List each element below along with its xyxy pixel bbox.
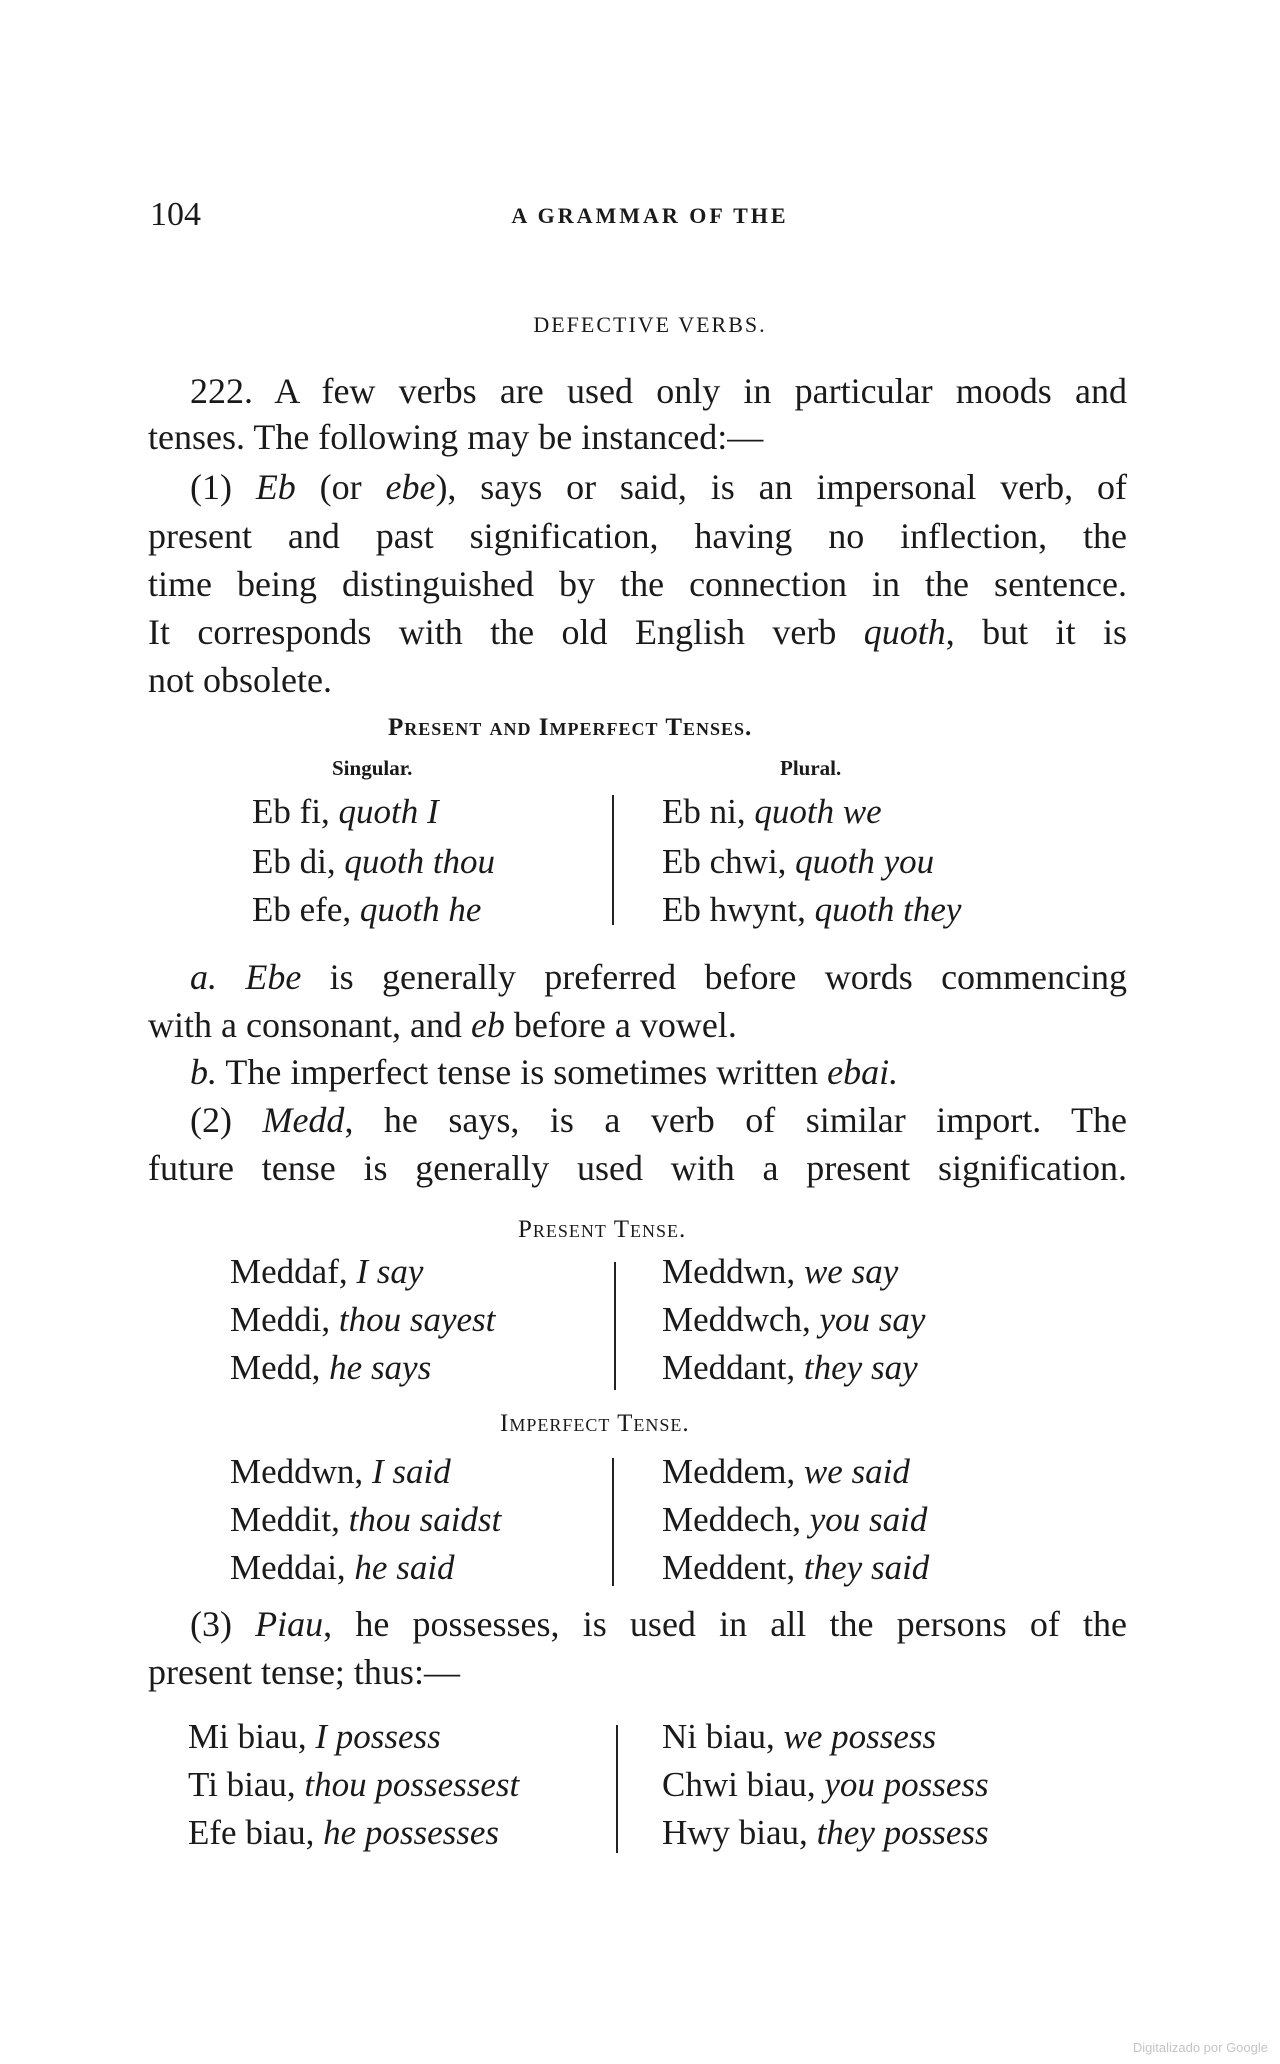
italic-text: Ebe	[245, 957, 302, 997]
text: with a consonant, and	[148, 1005, 471, 1045]
welsh-form: Meddant,	[662, 1348, 804, 1387]
welsh-form: Meddai,	[230, 1548, 355, 1587]
welsh-form: Eb hwynt,	[662, 890, 815, 929]
text: (or	[295, 467, 386, 507]
table-row	[230, 1296, 495, 1344]
column-header-singular: Singular.	[332, 756, 413, 780]
text: (1)	[190, 467, 256, 507]
italic-text: ebe	[385, 467, 436, 507]
column-divider	[614, 1262, 616, 1390]
translation: they possess	[816, 1813, 989, 1852]
welsh-form: Meddech,	[662, 1500, 810, 1539]
table-row	[662, 1344, 918, 1392]
welsh-form: Eb chwi,	[662, 842, 796, 881]
translation: thou possessest	[304, 1765, 520, 1804]
table-row	[188, 1761, 519, 1809]
italic-text: ebai.	[827, 1052, 899, 1092]
translation: quoth you	[795, 842, 935, 881]
text: (2)	[190, 1100, 263, 1140]
table-heading: Imperfect Tense.	[500, 1410, 690, 1437]
paragraph-line	[148, 1600, 1127, 1648]
table-row	[252, 838, 495, 886]
table-heading: Present and Imperfect Tenses.	[388, 714, 753, 741]
table-row	[662, 788, 882, 836]
translation: you possess	[824, 1765, 989, 1804]
table-row	[230, 1448, 451, 1496]
italic-text: eb	[470, 1005, 505, 1045]
running-title: A GRAMMAR OF THE	[511, 203, 789, 228]
table-row	[230, 1496, 501, 1544]
translation: you say	[819, 1300, 926, 1339]
table-row	[662, 1296, 925, 1344]
table-row	[252, 788, 439, 836]
table-row	[230, 1544, 455, 1592]
welsh-form: Eb ni,	[662, 792, 755, 831]
column-header-plural: Plural.	[780, 756, 842, 780]
text: tenses. The following may be instanced:—	[148, 417, 764, 457]
table-row	[188, 1713, 441, 1761]
italic-text: Eb	[255, 467, 296, 507]
section-title: DEFECTIVE VERBS.	[533, 312, 767, 337]
welsh-form: Eb fi,	[252, 792, 339, 831]
welsh-form: Eb di,	[252, 842, 345, 881]
text: 222. A few verbs are used only in particular moods and	[190, 371, 1127, 411]
welsh-form: Meddaf,	[230, 1252, 357, 1291]
translation: quoth I	[338, 792, 439, 831]
text: is generally preferred before words commencing	[301, 957, 1128, 997]
welsh-form: Hwy biau,	[662, 1813, 817, 1852]
paragraph-line	[148, 1096, 1127, 1144]
table-row	[662, 1809, 989, 1857]
paragraph-line	[148, 1648, 1127, 1696]
translation: they said	[803, 1548, 930, 1587]
paragraph-line	[148, 367, 1127, 415]
note-label: a.	[190, 957, 217, 997]
translation: he said	[354, 1548, 455, 1587]
column-divider	[612, 795, 614, 925]
welsh-form: Meddwn,	[230, 1452, 372, 1491]
translation: we said	[803, 1452, 910, 1491]
table-row	[662, 1248, 898, 1296]
translation: I say	[356, 1252, 424, 1291]
table-row	[662, 1713, 936, 1761]
paragraph-line	[148, 512, 1127, 560]
translation: I said	[371, 1452, 451, 1491]
table-row	[662, 1448, 910, 1496]
paragraph-line	[148, 656, 1127, 704]
paragraph-line	[148, 413, 1127, 461]
italic-text: quoth	[863, 612, 946, 652]
welsh-form: Meddi,	[230, 1300, 339, 1339]
text: time being distinguished by the connection in the sentence.	[148, 564, 1127, 604]
text: , he possesses, is used in all the persons of the	[323, 1604, 1127, 1644]
translation: you said	[809, 1500, 928, 1539]
text: ), says or said, is an impersonal verb, of	[435, 467, 1127, 507]
translation: thou saidst	[348, 1500, 502, 1539]
paragraph-line	[148, 1144, 1127, 1192]
text: not obsolete.	[148, 660, 332, 700]
translation: quoth they	[814, 890, 962, 929]
text: It corresponds with the old English verb	[148, 612, 864, 652]
welsh-form: Meddent,	[662, 1548, 804, 1587]
table-row	[252, 886, 481, 934]
italic-text: Medd	[262, 1100, 345, 1140]
column-divider	[616, 1725, 618, 1853]
text: before a vowel.	[504, 1005, 737, 1045]
welsh-form: Medd,	[230, 1348, 330, 1387]
note-a-line	[148, 953, 1127, 1001]
table-row	[662, 1761, 989, 1809]
text: , he says, is a verb of similar import. The	[344, 1100, 1128, 1140]
table-row	[662, 1544, 929, 1592]
table-row	[662, 838, 934, 886]
text: future tense is generally used with a present signification.	[148, 1148, 1127, 1188]
table-row	[662, 886, 961, 934]
text	[217, 957, 245, 997]
welsh-form: Meddem,	[662, 1452, 804, 1491]
welsh-form: Meddwn,	[662, 1252, 804, 1291]
welsh-form: Eb efe,	[252, 890, 360, 929]
translation: I possess	[315, 1717, 441, 1756]
page-number: 104	[150, 196, 201, 233]
column-divider	[612, 1458, 614, 1586]
translation: he says	[329, 1348, 432, 1387]
translation: quoth thou	[344, 842, 496, 881]
note-b-line	[148, 1048, 1127, 1096]
text: , but it is	[945, 612, 1127, 652]
welsh-form: Meddwch,	[662, 1300, 820, 1339]
translation: quoth we	[754, 792, 882, 831]
translation: he possesses	[323, 1813, 500, 1852]
text: (3)	[190, 1604, 256, 1644]
paragraph-line	[148, 560, 1127, 608]
italic-text: Piau	[255, 1604, 324, 1644]
table-row	[662, 1496, 927, 1544]
text: The imperfect tense is sometimes written	[217, 1052, 828, 1092]
table-row	[230, 1248, 423, 1296]
table-row	[188, 1809, 499, 1857]
note-label: b.	[190, 1052, 217, 1092]
welsh-form: Chwi biau,	[662, 1765, 825, 1804]
welsh-form: Efe biau,	[188, 1813, 324, 1852]
paragraph-line	[148, 463, 1127, 511]
text: present tense; thus:—	[148, 1652, 460, 1692]
welsh-form: Meddit,	[230, 1500, 349, 1539]
welsh-form: Mi biau,	[188, 1717, 316, 1756]
welsh-form: Ti biau,	[188, 1765, 305, 1804]
translation: we say	[803, 1252, 899, 1291]
translation: we possess	[783, 1717, 937, 1756]
table-heading: Present Tense.	[518, 1216, 687, 1243]
digitization-watermark: Digitalizado por Google	[1132, 2040, 1268, 2055]
table-row	[230, 1344, 431, 1392]
welsh-form: Ni biau,	[662, 1717, 784, 1756]
translation: thou sayest	[338, 1300, 496, 1339]
text: present and past signification, having no inflection, the	[148, 516, 1127, 556]
paragraph-line	[148, 608, 1127, 656]
translation: they say	[803, 1348, 918, 1387]
note-a-line	[148, 1001, 1127, 1049]
translation: quoth he	[359, 890, 482, 929]
